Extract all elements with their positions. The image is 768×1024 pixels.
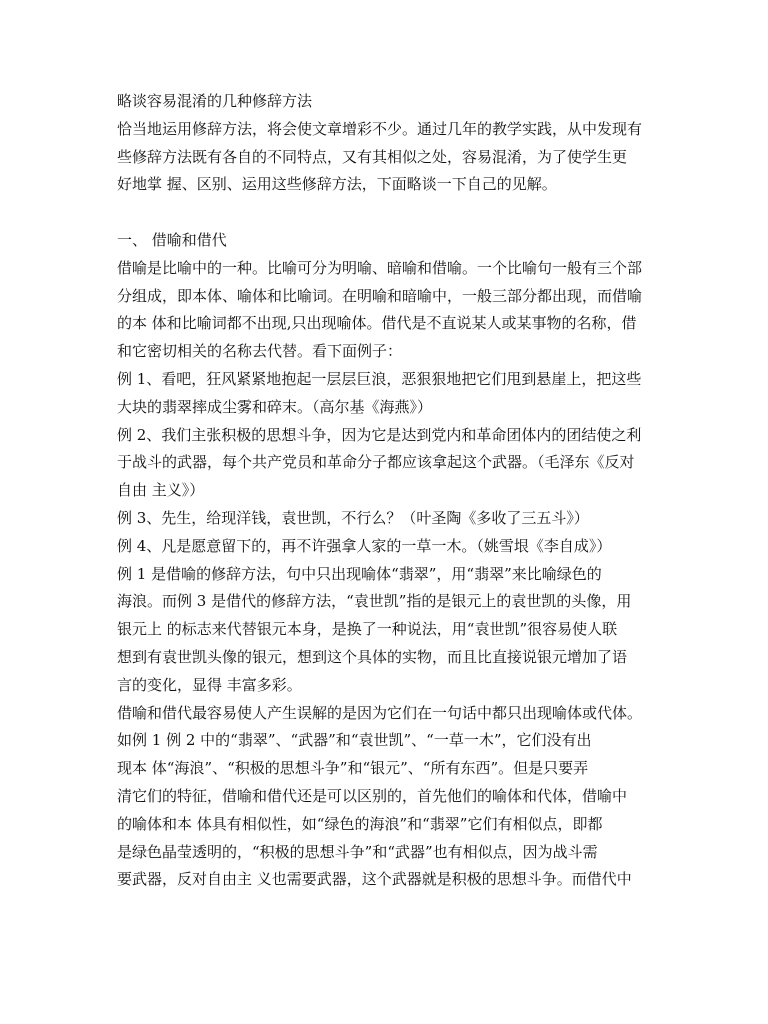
- example-line: 例 4、凡是愿意留下的，再不许强拿人家的一草一木。（姚雪垠《李自成》）: [117, 536, 612, 555]
- section-heading: 一、 借喻和借代: [117, 230, 227, 249]
- example-line: 于战斗的武器，每个共产党员和革命分子都应该拿起这个武器。（毛泽东《反对: [117, 453, 635, 472]
- text-line: 如例 1 例 2 中的“翡翠”、“武器”和“袁世凯”、“一草一木”，它们没有出: [117, 731, 592, 750]
- text-line: 要武器，反对自由主 义也需要武器，这个武器就是积极的思想斗争。而借代中: [117, 870, 632, 889]
- example-line: 例 3、先生，给现洋钱，袁世凯，不行么？（叶圣陶《多收了三五斗》）: [117, 508, 589, 527]
- body-text: [117, 255, 662, 894]
- text-line: 是绿色晶莹透明的，“积极的思想斗争”和“武器”也有相似点，因为战斗需: [117, 842, 598, 861]
- document-title: 略谈容易混淆的几种修辞方法: [117, 92, 313, 110]
- text-line: 现本 体“海浪”、“积极的思想斗争”和“银元”、“所有东西”。但是只要弄: [117, 759, 589, 778]
- text-line: 言的变化，显得 丰富多彩。: [117, 675, 302, 694]
- example-line: 例 1、看吧，狂风紧紧地抱起一层层巨浪，恶狠狠地把它们甩到悬崖上，把这些: [117, 369, 642, 388]
- document-page: [117, 88, 662, 894]
- paragraph-gap: [117, 199, 662, 227]
- text-line: 的本 体和比喻词都不出现,只出现喻体。借代是不直说某人或某事物的名称，借: [117, 314, 637, 333]
- text-line: 好地掌 握、区别、运用这些修辞方法，下面略谈一下自己的见解。: [117, 175, 557, 194]
- text-line: 想到有袁世凯头像的银元，想到这个具体的实物，而且比直接说银元增加了语: [117, 647, 628, 666]
- text-line: 些修辞方法既有各自的不同特点，又有其相似之处，容易混淆，为了使学生更: [117, 147, 628, 166]
- example-line: 自由 主义》）: [117, 481, 205, 500]
- intro-paragraph: [117, 116, 662, 199]
- text-line: 借喻和借代最容易使人产生误解的是因为它们在一句话中都只出现喻体或代体。: [117, 703, 643, 722]
- text-line: 例 1 是借喻的修辞方法，句中只出现喻体“翡翠”，用“翡翠”来比喻绿色的: [117, 564, 602, 583]
- example-line: 例 2、我们主张积极的思想斗争，因为它是达到党内和革命团体内的团结使之利: [117, 425, 642, 444]
- example-line: 大块的翡翠摔成尘雾和碎末。（高尔基《海燕》）: [117, 397, 433, 416]
- text-line: 和它密切相关的名称去代替。看下面例子：: [117, 342, 403, 361]
- text-line: 银元上 的标志来代替银元本身，是换了一种说法，用“袁世凯”很容易使人联: [117, 620, 618, 639]
- text-line: 海浪。而例 3 是借代的修辞方法，“袁世凯”指的是银元上的袁世凯的头像，用: [117, 592, 632, 611]
- text-line: 借喻是比喻中的一种。比喻可分为明喻、暗喻和借喻。一个比喻句一般有三个部: [117, 258, 643, 277]
- text-line: 清它们的特征，借喻和借代还是可以区别的，首先他们的喻体和代体，借喻中: [117, 786, 628, 805]
- text-line: 的喻体和本 体具有相似性，如“绿色的海浪”和“翡翠”它们有相似点，即都: [117, 814, 603, 833]
- text-line: 分组成，即本体、喻体和比喻词。在明喻和暗喻中，一般三部分都出现，而借喻: [117, 286, 643, 305]
- text-line: 恰当地运用修辞方法，将会使文章增彩不少。通过几年的教学实践，从中发现有: [117, 119, 643, 138]
